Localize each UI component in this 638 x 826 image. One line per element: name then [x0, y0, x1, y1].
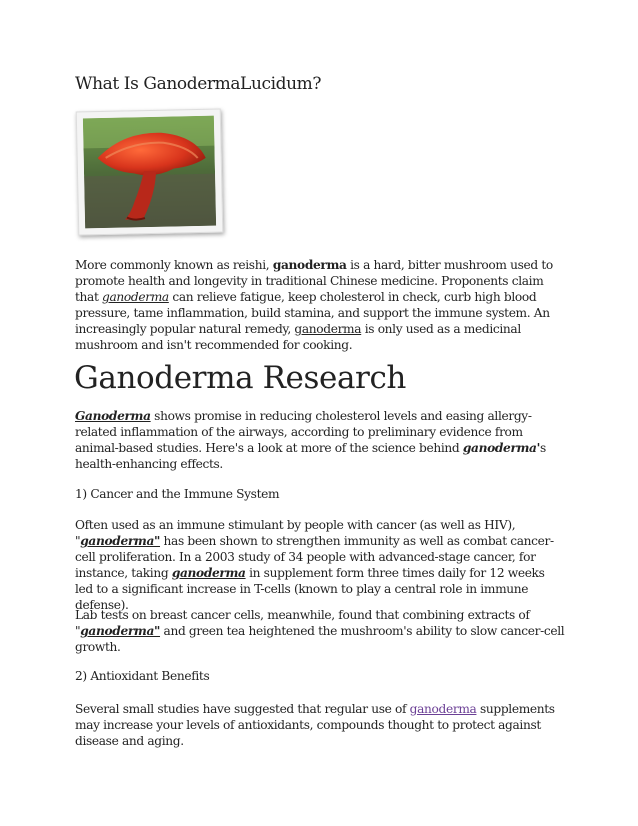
antiox-text-2: supplements may increase your levels of antioxidants, compounds thought to protect against disease and aging.	[75, 702, 555, 748]
ganoderma-keyword-link-4[interactable]: ganoderma"	[80, 624, 161, 638]
antiox-text-1: Several small studies have suggested that regular use of	[75, 702, 410, 716]
mushroom-image	[83, 116, 216, 229]
breast-cancer-paragraph	[75, 607, 565, 655]
ganoderma-link-2[interactable]: ganoderma	[294, 322, 362, 336]
antioxidant-paragraph	[75, 701, 565, 749]
ganoderma-keyword-link[interactable]: Ganoderma	[75, 409, 151, 423]
ganoderma-link[interactable]: ganoderma	[102, 290, 169, 304]
research-text-1: shows promise in reducing cholesterol levels and easing allergy-related inflammation of the airways, according to preliminary evidence from animal-based studies. Here's a look at more of the science behind	[75, 409, 532, 455]
cancer-text-2: has been shown to strengthen immunity as well as combat cancer-cell proliferation. In a 2003 study of 34 people with advanced-stage cancer, for instance, taking	[75, 534, 554, 580]
intro-text-2: is a hard, bitter mushroom used to promote health and longevity in traditional Chinese medicine. Proponents claim that	[75, 258, 553, 304]
keyword-ganoderma: ganoderma	[272, 258, 347, 272]
cancer-paragraph	[75, 517, 565, 613]
intro-text-1: More commonly known as reishi,	[75, 258, 273, 272]
ganoderma-visited-link[interactable]: ganoderma	[409, 702, 477, 716]
ganoderma-keyword-link-3[interactable]: ganoderma	[171, 566, 246, 580]
cancer-text-3: in supplement form three times daily for 12 weeks led to a significant increase in T-cells (known to play a central role in immune defense).	[75, 566, 545, 612]
intro-paragraph	[75, 257, 565, 353]
research-heading: Ganoderma Research	[74, 360, 406, 396]
mushroom-photo	[76, 108, 224, 235]
intro-text-3: can relieve fatigue, keep cholesterol in check, curb high blood pressure, tame inflammation, build stamina, and support the immune system. An increasingly popular natural remedy,	[75, 290, 550, 336]
breast-text-1: Lab tests on breast cancer cells, meanwhile, found that combining extracts of "	[75, 608, 530, 638]
research-paragraph	[75, 408, 565, 472]
breast-text-2: and green tea heightened the mushroom's ability to slow cancer-cell growth.	[75, 624, 565, 654]
page-title: What Is GanodermaLucidum?	[75, 74, 322, 94]
ganoderma-keyword-link-2[interactable]: ganoderma"	[80, 534, 161, 548]
intro-text-4: is only used as a medicinal mushroom and isn't recommended for cooking.	[75, 322, 521, 352]
section-heading-cancer: 1) Cancer and the Immune System	[75, 487, 280, 501]
ganoderma-keyword: ganoderma'	[462, 441, 540, 455]
cancer-text-1: Often used as an immune stimulant by people with cancer (as well as HIV), "	[75, 518, 516, 548]
research-text-2: s health-enhancing effects.	[75, 441, 546, 471]
section-heading-antioxidant: 2) Antioxidant Benefits	[75, 669, 210, 683]
